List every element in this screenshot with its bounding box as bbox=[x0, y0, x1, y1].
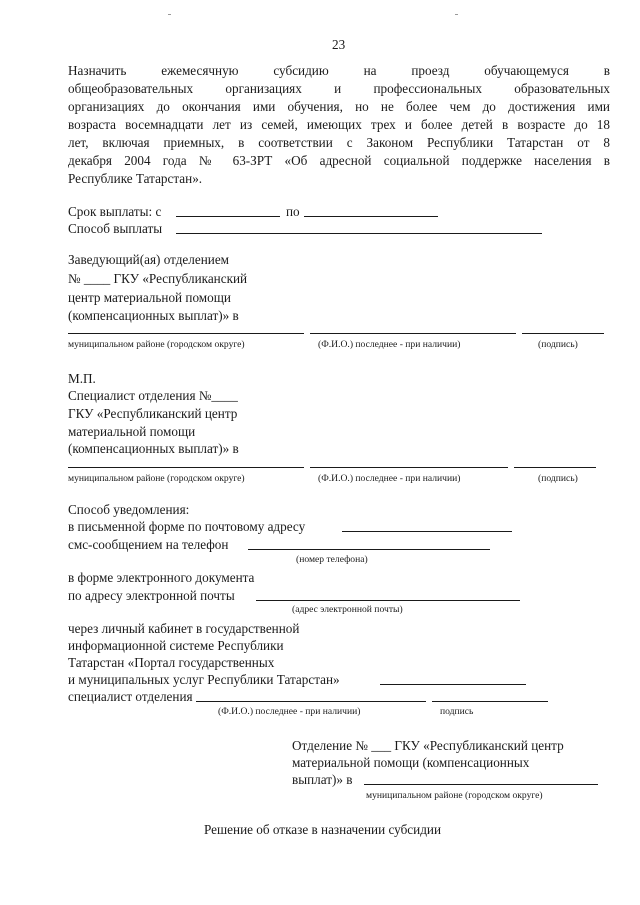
notify-email-field[interactable] bbox=[256, 600, 520, 601]
stamp-place-label: М.П. bbox=[68, 371, 96, 386]
phone-caption: (номер телефона) bbox=[296, 554, 368, 565]
notify-specialist-signature-field[interactable] bbox=[432, 701, 548, 702]
email-caption: (адрес электронной почты) bbox=[292, 604, 403, 615]
head-title-line: № ____ ГКУ «Республиканский bbox=[68, 271, 248, 286]
payment-period-to-label: по bbox=[286, 204, 300, 219]
paragraph-line: Республике Татарстан». bbox=[68, 171, 203, 186]
department-line: Отделение № ___ ГКУ «Республиканский центр bbox=[292, 738, 564, 753]
refusal-title: Решение об отказе в назначении субсидии bbox=[204, 822, 442, 837]
payment-method-field[interactable] bbox=[176, 233, 542, 234]
scan-speck bbox=[455, 14, 458, 15]
head-signature-caption: (подпись) bbox=[538, 339, 578, 350]
notify-postal-field[interactable] bbox=[342, 531, 512, 532]
specialist-title-line: Специалист отделения №____ bbox=[68, 388, 238, 403]
specialist-signature-caption: (подпись) bbox=[538, 473, 578, 484]
notification-title: Способ уведомления: bbox=[68, 502, 190, 517]
notify-portal-line: информационной системе Республики bbox=[68, 638, 284, 653]
notify-sms-label: смс-сообщением на телефон bbox=[68, 537, 229, 552]
specialist-title-line: материальной помощи bbox=[68, 424, 196, 439]
head-title-line: центр материальной помощи bbox=[68, 290, 231, 305]
specialist-fio-caption: (Ф.И.О.) последнее - при наличии) bbox=[318, 473, 461, 484]
notify-postal-label: в письменной форме по почтовому адресу bbox=[68, 519, 306, 534]
page-number: 23 bbox=[332, 37, 346, 52]
paragraph-line: общеобразовательных организациях и профессиональных образовательных bbox=[68, 81, 610, 96]
payment-period-to-field[interactable] bbox=[304, 216, 438, 217]
head-title-line: (компенсационных выплат)» в bbox=[68, 308, 239, 323]
department-line: выплат)» в bbox=[292, 772, 353, 787]
head-fio-field[interactable] bbox=[310, 333, 516, 334]
notify-portal-line: и муниципальных услуг Республики Татарстан» bbox=[68, 672, 340, 687]
notify-phone-field[interactable] bbox=[248, 549, 490, 550]
notify-email-label: по адресу электронной почты bbox=[68, 588, 235, 603]
specialist-title-line: ГКУ «Республиканский центр bbox=[68, 406, 238, 421]
notify-portal-line: Татарстан «Портал государственных bbox=[68, 655, 275, 670]
department-line: материальной помощи (компенсационных bbox=[292, 755, 530, 770]
department-district-field[interactable] bbox=[364, 784, 598, 785]
notify-fio-caption: (Ф.И.О.) последнее - при наличии) bbox=[218, 706, 361, 717]
head-district-field[interactable] bbox=[68, 333, 304, 334]
paragraph-line: лет, включая приемных, в соответствии с Законом Республики Татарстан от 8 bbox=[68, 135, 610, 150]
specialist-district-field[interactable] bbox=[68, 467, 304, 468]
paragraph-line: организациях до окончания ими обучения, но не более чем до достижения ими bbox=[68, 99, 610, 114]
department-district-caption: муниципальном районе (городском округе) bbox=[366, 790, 543, 801]
notify-signature-caption: подпись bbox=[440, 706, 474, 717]
notify-portal-line: через личный кабинет в государственной bbox=[68, 621, 300, 636]
specialist-title-line: (компенсационных выплат)» в bbox=[68, 441, 239, 456]
head-signature-field[interactable] bbox=[522, 333, 604, 334]
paragraph-line: возраста восемнадцати лет из семей, имеющих трех и более детей в возрасте до 18 bbox=[68, 117, 610, 132]
notify-portal-field[interactable] bbox=[380, 684, 526, 685]
scan-speck bbox=[168, 14, 171, 15]
notify-specialist-label: специалист отделения bbox=[68, 689, 193, 704]
paragraph-line: декабря 2004 года № 63-ЗРТ «Об адресной социальной поддержке населения в bbox=[68, 153, 610, 168]
paragraph-line: Назначить ежемесячную субсидию на проезд обучающемуся в bbox=[68, 63, 610, 78]
specialist-fio-field[interactable] bbox=[310, 467, 508, 468]
head-fio-caption: (Ф.И.О.) последнее - при наличии) bbox=[318, 339, 461, 350]
notify-specialist-fio-field[interactable] bbox=[196, 701, 426, 702]
payment-method-label: Способ выплаты bbox=[68, 221, 163, 236]
specialist-signature-field[interactable] bbox=[514, 467, 596, 468]
payment-period-from-label: Срок выплаты: с bbox=[68, 204, 162, 219]
head-title-line: Заведующий(ая) отделением bbox=[68, 252, 230, 267]
head-district-caption: муниципальном районе (городском округе) bbox=[68, 339, 245, 350]
payment-period-from-field[interactable] bbox=[176, 216, 280, 217]
specialist-district-caption: муниципальном районе (городском округе) bbox=[68, 473, 245, 484]
notify-electronic-label: в форме электронного документа bbox=[68, 570, 255, 585]
